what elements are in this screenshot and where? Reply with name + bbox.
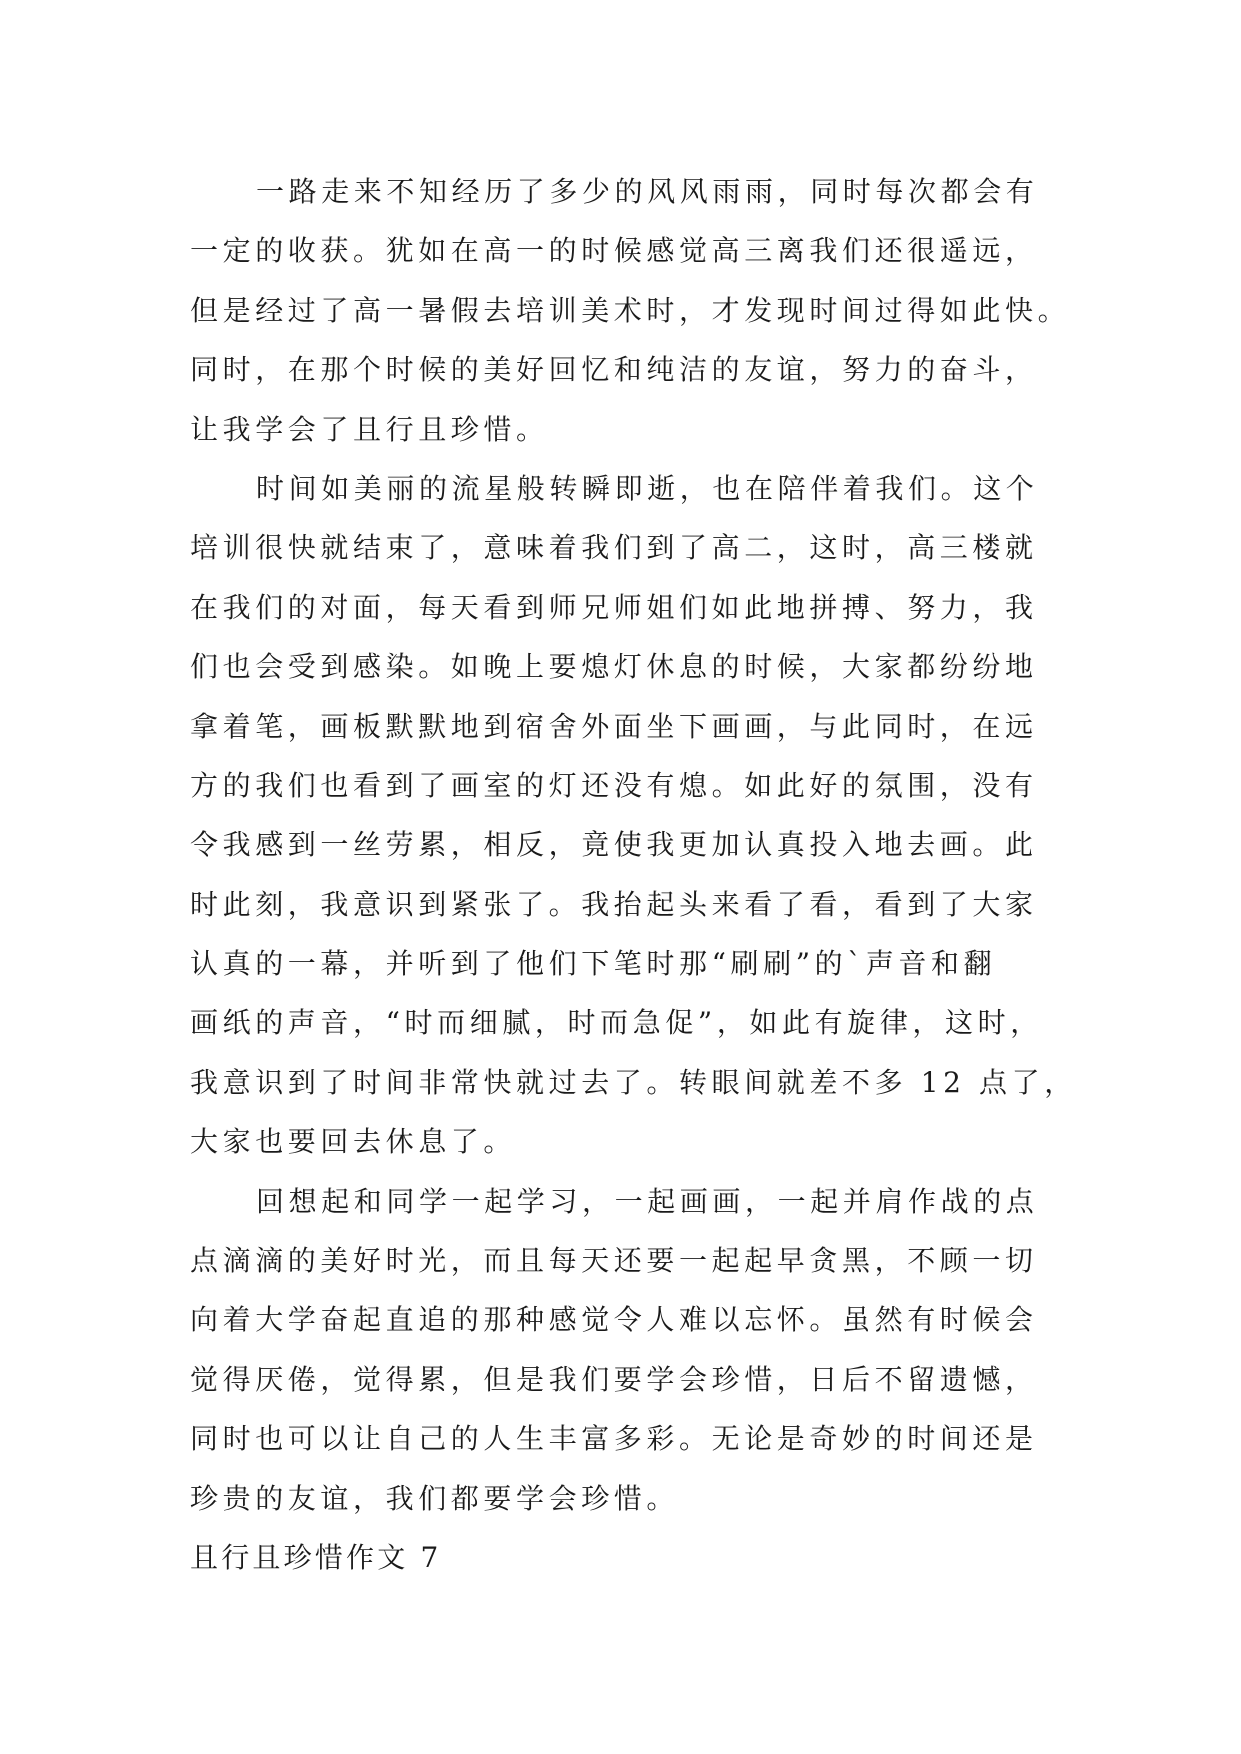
paragraph-line: 培训很快就结束了，意味着我们到了高二，这时，高三楼就	[190, 531, 1038, 565]
paragraph-line: 时间如美丽的流星般转瞬即逝，也在陪伴着我们。这个	[256, 471, 1039, 505]
paragraph-line: 们也会受到感染。如晚上要熄灯休息的时候，大家都纷纷地	[190, 650, 1038, 684]
paragraph-line: 回想起和同学一起学习，一起画画，一起并肩作战的点	[256, 1184, 1039, 1218]
paragraph-line: 方的我们也看到了画室的灯还没有熄。如此好的氛围，没有	[190, 768, 1038, 802]
section-heading: 且行且珍惜作文 7	[190, 1540, 442, 1574]
paragraph-line: 觉得厌倦，觉得累，但是我们要学会珍惜，日后不留遗憾，	[190, 1362, 1038, 1396]
paragraph-line: 认真的一幕，并听到了他们下笔时那“刷刷”的`声音和翻	[190, 947, 997, 981]
paragraph-line: 我意识到了时间非常快就过去了。转眼间就差不多 12 点了，	[190, 1065, 1077, 1099]
paragraph-line: 一定的收获。犹如在高一的时候感觉高三离我们还很遥远，	[190, 234, 1038, 268]
paragraph-line: 一路走来不知经历了多少的风风雨雨，同时每次都会有	[256, 175, 1039, 208]
paragraph-line: 同时也可以让自己的人生丰富多彩。无论是奇妙的时间还是	[190, 1422, 1038, 1456]
paragraph-line: 大家也要回去休息了。	[190, 1125, 517, 1159]
paragraph-line: 画纸的声音，“时而细腻，时而急促”，如此有旋律，这时，	[190, 1006, 1043, 1040]
paragraph-line: 时此刻，我意识到紧张了。我抬起头来看了看，看到了大家	[190, 887, 1038, 921]
paragraph-line: 同时，在那个时候的美好回忆和纯洁的友谊，努力的奋斗，	[190, 353, 1038, 387]
paragraph-line: 珍贵的友谊，我们都要学会珍惜。	[190, 1481, 680, 1515]
document-body	[190, 162, 1077, 1587]
paragraph-line: 点滴滴的美好时光，而且每天还要一起起早贪黑，不顾一切	[190, 1244, 1038, 1278]
paragraph-line: 但是经过了高一暑假去培训美术时，才发现时间过得如此快。	[190, 293, 1071, 327]
paragraph-line: 令我感到一丝劳累，相反，竟使我更加认真投入地去画。此	[190, 828, 1038, 862]
paragraph-line: 向着大学奋起直追的那种感觉令人难以忘怀。虽然有时候会	[190, 1303, 1038, 1337]
paragraph-line: 拿着笔，画板默默地到宿舍外面坐下画画，与此同时，在远	[190, 709, 1038, 743]
paragraph-line: 让我学会了且行且珍惜。	[190, 412, 549, 446]
paragraph-line: 在我们的对面，每天看到师兄师姐们如此地拼搏、努力，我	[190, 590, 1038, 624]
